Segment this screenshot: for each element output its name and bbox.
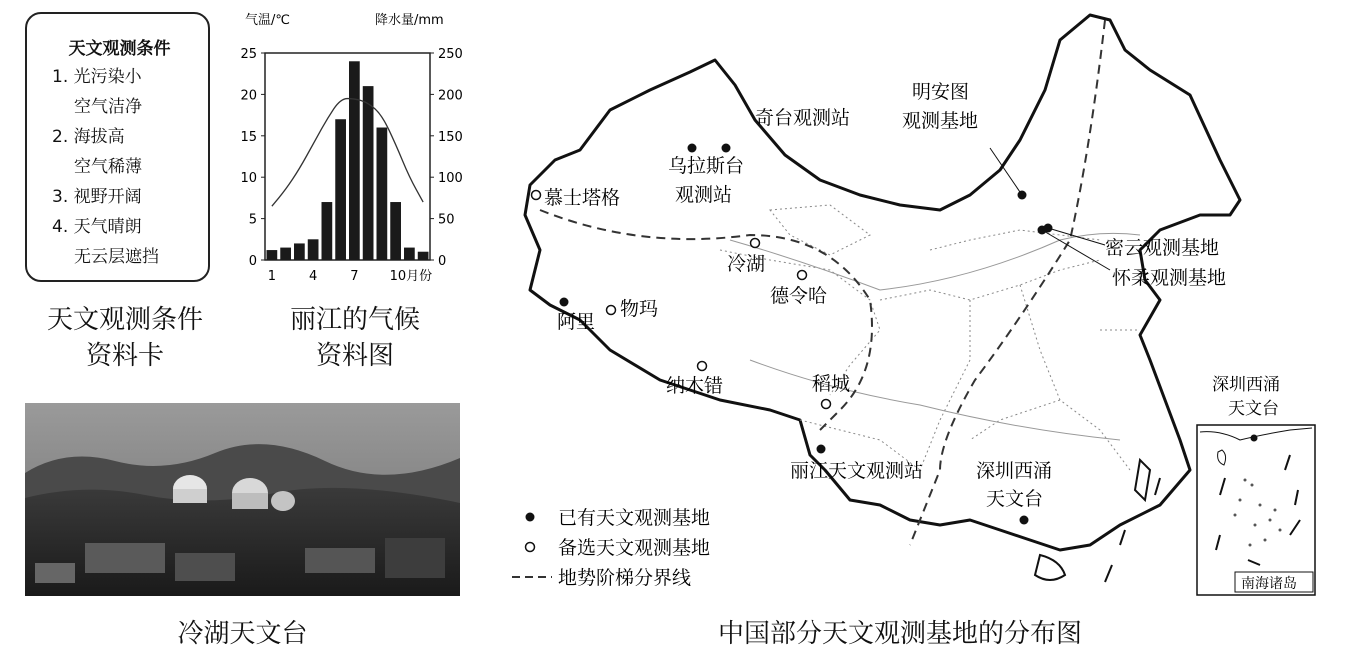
candidate-base-dot [751, 239, 760, 248]
x-tick-label: 1 [267, 269, 277, 284]
temperature-line [272, 99, 423, 207]
inset-dash [1290, 520, 1300, 535]
label-mingantu-2: 观测基地 [902, 110, 979, 132]
condition-3-line1: 3. 视野开阔 [52, 187, 142, 207]
river-line [750, 360, 1120, 440]
precipitation-bar [294, 243, 305, 260]
x-tick-label: 7 [350, 269, 359, 284]
sea-boundary-dash [1120, 530, 1125, 545]
candidate-base-dot [532, 191, 541, 200]
label-muztag: 慕士塔格 [544, 187, 621, 209]
existing-base-dot [1020, 516, 1029, 525]
label-delingha: 德令哈 [770, 285, 828, 307]
precipitation-bar [267, 250, 278, 260]
leader-line [990, 148, 1022, 195]
climate-caption-line1: 丽江的气候 [289, 305, 420, 335]
label-lijiang: 丽江天文观测站 [790, 460, 924, 482]
right-tick-label: 200 [438, 88, 463, 104]
left-tick-label: 5 [248, 212, 257, 228]
precipitation-bar [308, 239, 319, 260]
condition-item-1 [52, 62, 159, 272]
inset-dash [1295, 490, 1298, 505]
label-qitai: 奇台观测站 [755, 107, 851, 129]
observation-conditions-card [25, 12, 210, 282]
condition-2-line2: 空气稀薄 [74, 157, 142, 177]
inset-label: 南海诸岛 [1241, 576, 1297, 592]
x-tick-label: 4 [308, 269, 318, 284]
right-tick-label: 100 [438, 171, 463, 187]
climate-caption-line2: 资料图 [315, 341, 394, 371]
existing-base-dot [817, 445, 826, 454]
taiwan-outline [1135, 460, 1150, 500]
precipitation-bar [322, 202, 333, 260]
lenghu-observatory-photo [25, 403, 460, 596]
leader-line [1048, 228, 1105, 245]
label-shenzhen-2: 天文台 [986, 488, 1044, 510]
sea-boundary-dash [1105, 565, 1112, 582]
hainan-outline [1035, 555, 1065, 580]
precipitation-bar [280, 248, 291, 260]
precipitation-bar [335, 119, 346, 260]
chart-plot-area [240, 47, 462, 284]
label-wulasitai-2: 观测站 [675, 184, 733, 206]
existing-base-dot [722, 144, 731, 153]
card-title: 天文观测条件 [68, 39, 171, 59]
existing-base-dot [688, 144, 697, 153]
river-line [730, 233, 1140, 290]
inset-dash [1216, 535, 1220, 550]
legend-boundary-label: 地势阶梯分界线 [558, 567, 692, 589]
precipitation-bar [349, 61, 360, 260]
temperature-axis-label: 气温/℃ [245, 13, 290, 28]
inset-title-1: 深圳西涌 [1212, 375, 1280, 395]
right-tick-label: 0 [438, 254, 447, 269]
card-caption [10, 302, 240, 374]
right-tick-label: 250 [438, 47, 463, 62]
left-tick-label: 15 [240, 129, 257, 145]
label-daocheng: 稻城 [812, 373, 851, 395]
inset-shenzhen-dot [1251, 435, 1258, 442]
inset-dash [1285, 455, 1290, 470]
inset-dash [1220, 478, 1225, 495]
legend-candidate-dot [526, 543, 535, 552]
label-namucuo: 纳木错 [666, 375, 724, 397]
label-huairou: 怀柔观测基地 [1112, 267, 1227, 289]
x-tick-label: 10月份 [389, 269, 433, 284]
label-miyun: 密云观测基地 [1105, 237, 1220, 259]
precipitation-axis-label: 降水量/mm [375, 13, 444, 28]
condition-4-line2: 无云层遮挡 [74, 247, 159, 267]
photo-caption: 冷湖天文台 [177, 619, 308, 649]
precipitation-bar [390, 202, 401, 260]
condition-2-line1: 2. 海拔高 [52, 127, 125, 147]
legend-existing-dot [526, 513, 535, 522]
right-tick-label: 50 [438, 212, 455, 228]
candidate-base-dot [822, 400, 831, 409]
plot-frame [265, 53, 430, 260]
inset-islands [1234, 479, 1282, 547]
label-mingantu-1: 明安图 [912, 81, 970, 103]
inset-hainan [1218, 450, 1226, 465]
precipitation-bar [404, 248, 415, 260]
legend-candidate-label: 备选天文观测基地 [558, 537, 711, 559]
label-ali: 阿里 [557, 311, 596, 333]
label-wulasitai-1: 乌拉斯台 [668, 155, 745, 177]
legend-existing-label: 已有天文观测基地 [558, 507, 711, 529]
inset-title-2: 天文台 [1228, 399, 1279, 419]
inset-dash [1248, 560, 1260, 565]
province-boundaries [720, 205, 1140, 470]
candidate-base-dot [798, 271, 807, 280]
observatory-photo-image [25, 403, 460, 596]
left-tick-label: 25 [240, 47, 257, 62]
label-shenzhen-1: 深圳西涌 [976, 460, 1053, 482]
map-caption: 中国部分天文观测基地的分布图 [717, 619, 1082, 649]
existing-base-dot [560, 298, 569, 307]
card-caption-line1: 天文观测条件 [46, 305, 203, 335]
right-tick-label: 150 [438, 129, 463, 145]
left-tick-label: 0 [248, 254, 257, 269]
label-wuma: 物玛 [620, 298, 659, 320]
precipitation-bar [363, 86, 374, 260]
china-map [500, 0, 1330, 610]
sea-boundary-dash [1155, 478, 1160, 495]
condition-1-line2: 空气洁净 [74, 97, 142, 117]
left-tick-label: 10 [240, 171, 257, 187]
lijiang-climate-chart [235, 8, 485, 293]
condition-1-line1: 1. 光污染小 [52, 67, 142, 87]
candidate-base-dot [607, 306, 616, 315]
climate-caption [250, 302, 460, 374]
left-tick-label: 20 [240, 88, 257, 104]
label-lenghu: 冷湖 [727, 253, 766, 275]
precipitation-bar [377, 128, 388, 260]
south-china-sea-inset [1197, 425, 1315, 595]
candidate-base-dot [698, 362, 707, 371]
card-caption-line2: 资料卡 [85, 341, 164, 371]
condition-4-line1: 4. 天气晴朗 [52, 217, 142, 237]
precipitation-bar [418, 252, 429, 260]
